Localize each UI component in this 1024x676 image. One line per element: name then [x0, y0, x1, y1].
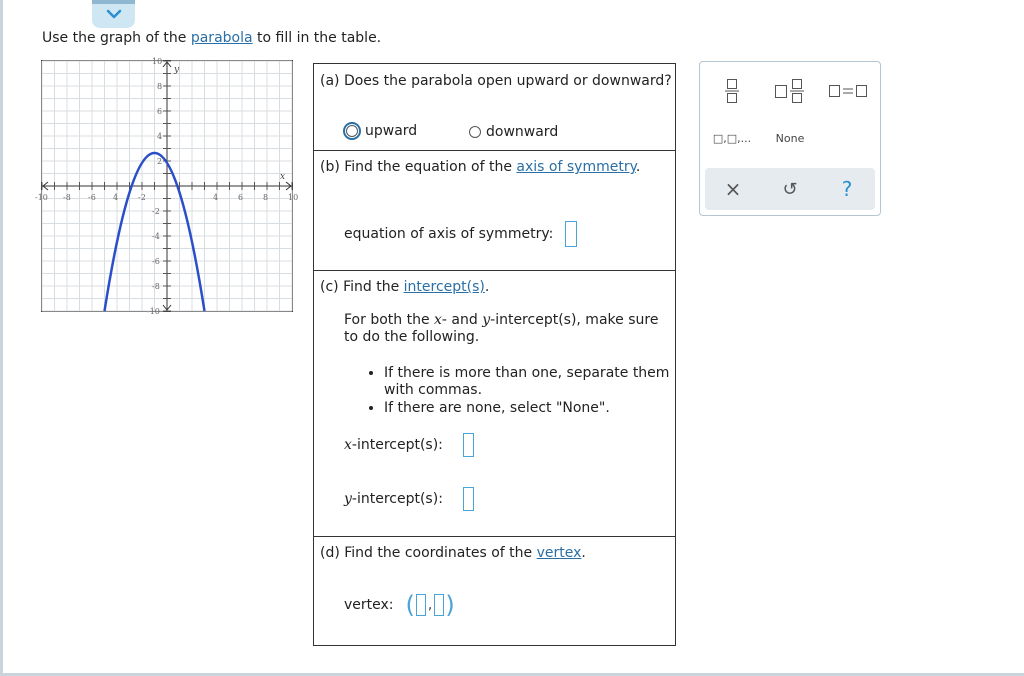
vertex-link[interactable]: vertex — [536, 545, 582, 561]
note-line2: to do the following. — [344, 329, 480, 345]
collapse-tab-button[interactable] — [92, 0, 135, 28]
x-tick-label: 4 — [213, 193, 219, 202]
parabola-link[interactable]: parabola — [190, 30, 253, 46]
chevron-down-icon — [106, 9, 122, 19]
y-intercept-label: -intercept(s): — [351, 491, 443, 507]
part-a-question: (a) Does the parabola open upward or downward? — [320, 73, 672, 89]
y-intercept-var: y — [344, 491, 352, 507]
y-tick-label: 2 — [157, 157, 163, 166]
x-intercept-label: -intercept(s): — [351, 437, 443, 453]
part-d-question-suffix: . — [581, 545, 586, 561]
list-label: □,□,... — [712, 131, 752, 145]
x-axis-label: x — [280, 172, 286, 182]
y-tick-label: -6 — [152, 257, 160, 266]
part-d-section — [314, 537, 675, 645]
intercepts-link[interactable]: intercept(s) — [403, 279, 485, 295]
upward-label: upward — [365, 123, 418, 139]
downward-label: downward — [486, 124, 559, 140]
instruction-suffix: to fill in the table. — [252, 30, 382, 46]
x-tick-label: 4 — [113, 193, 119, 202]
x-tick-label: -2 — [138, 193, 146, 202]
x-tick-label: 6 — [238, 193, 244, 202]
part-b-question-suffix: . — [635, 159, 641, 175]
x-intercept-var: x — [344, 437, 352, 453]
left-frame-border — [0, 0, 3, 676]
help-button[interactable] — [819, 168, 875, 210]
y-intercept-row — [344, 487, 474, 511]
axis-answer-row — [344, 221, 577, 247]
x-tick-label: -6 — [88, 193, 96, 202]
equals-icon — [828, 83, 868, 99]
fraction-button[interactable] — [720, 74, 744, 108]
undo-button[interactable] — [762, 168, 818, 210]
y-tick-label: -4 — [152, 232, 160, 241]
math-toolbox — [699, 61, 881, 216]
vertex-comma: , — [427, 597, 433, 613]
help-icon: ? — [841, 177, 853, 201]
downward-option[interactable] — [469, 124, 558, 140]
equation-button[interactable] — [826, 74, 870, 108]
bullet-item: • If there are none, select "None". — [384, 400, 679, 417]
instruction-prefix: Use the graph of the — [42, 30, 191, 46]
part-b-question-prefix: (b) Find the equation of the — [320, 159, 517, 175]
vertex-y-input[interactable] — [434, 594, 444, 616]
y-tick-label: 6 — [157, 107, 163, 116]
axis-answer-input[interactable] — [565, 221, 577, 247]
y-tick-label: 10 — [152, 57, 163, 66]
part-c-question-prefix: (c) Find the — [320, 279, 404, 295]
y-tick-label: -2 — [152, 207, 160, 216]
note-x-var: x — [434, 312, 442, 328]
question-table — [313, 63, 676, 646]
part-d-question-prefix: (d) Find the coordinates of the — [320, 545, 537, 561]
x-tick-label: -8 — [63, 193, 71, 202]
note-mid: - and — [441, 312, 483, 328]
vertex-close-paren: ) — [445, 591, 455, 619]
vertex-open-paren: ( — [405, 591, 415, 619]
instruction-text — [42, 30, 381, 46]
toolbox-actions — [705, 168, 875, 210]
x-tick-label: 10 — [288, 193, 299, 202]
y-tick-label: 8 — [157, 82, 163, 91]
x-tick-label: -10 — [35, 193, 48, 202]
part-c-section — [314, 271, 675, 537]
part-c-question-suffix: . — [484, 279, 490, 295]
vertex-x-input[interactable] — [416, 594, 426, 616]
mixed-number-button[interactable] — [772, 74, 808, 108]
none-label: None — [775, 131, 805, 145]
instructions-list — [368, 365, 679, 418]
vertex-label: vertex: — [344, 597, 394, 613]
note-pre: For both the — [344, 312, 435, 328]
part-c-question — [320, 279, 489, 295]
part-a-section — [314, 64, 675, 151]
axis-answer-label: equation of axis of symmetry: — [344, 226, 554, 242]
close-icon: × — [724, 177, 742, 201]
collapse-tab-bar — [92, 0, 135, 4]
axis-of-symmetry-link[interactable]: axis of symmetry — [516, 159, 636, 175]
bullet-item: • If there is more than one, separate them with commas. — [384, 365, 679, 399]
fraction-icon — [724, 77, 740, 105]
x-intercept-row — [344, 433, 474, 457]
y-axis-label: y — [174, 65, 180, 75]
part-b-question — [320, 159, 640, 175]
x-intercept-input[interactable] — [463, 433, 474, 457]
y-tick-label: 4 — [157, 132, 163, 141]
graph-svg — [35, 57, 299, 316]
note-post: -intercept(s), make sure — [490, 312, 659, 328]
list-button[interactable] — [708, 128, 756, 148]
y-tick-label: -8 — [152, 282, 160, 291]
upward-radio[interactable] — [343, 122, 361, 140]
part-d-question — [320, 545, 586, 561]
part-b-section — [314, 151, 675, 271]
upward-option[interactable] — [343, 122, 417, 140]
undo-icon: ↺ — [782, 178, 798, 200]
mixed-number-icon — [774, 77, 806, 105]
y-tick-label: -10 — [147, 307, 160, 316]
x-tick-label: 8 — [263, 193, 269, 202]
vertex-row — [344, 591, 455, 619]
downward-radio[interactable] — [469, 126, 481, 138]
y-intercept-input[interactable] — [463, 487, 474, 511]
part-c-note — [344, 312, 669, 346]
note-y-var: y — [482, 312, 491, 328]
clear-button[interactable] — [705, 168, 761, 210]
none-button[interactable] — [768, 128, 812, 148]
parabola-graph — [35, 57, 299, 316]
